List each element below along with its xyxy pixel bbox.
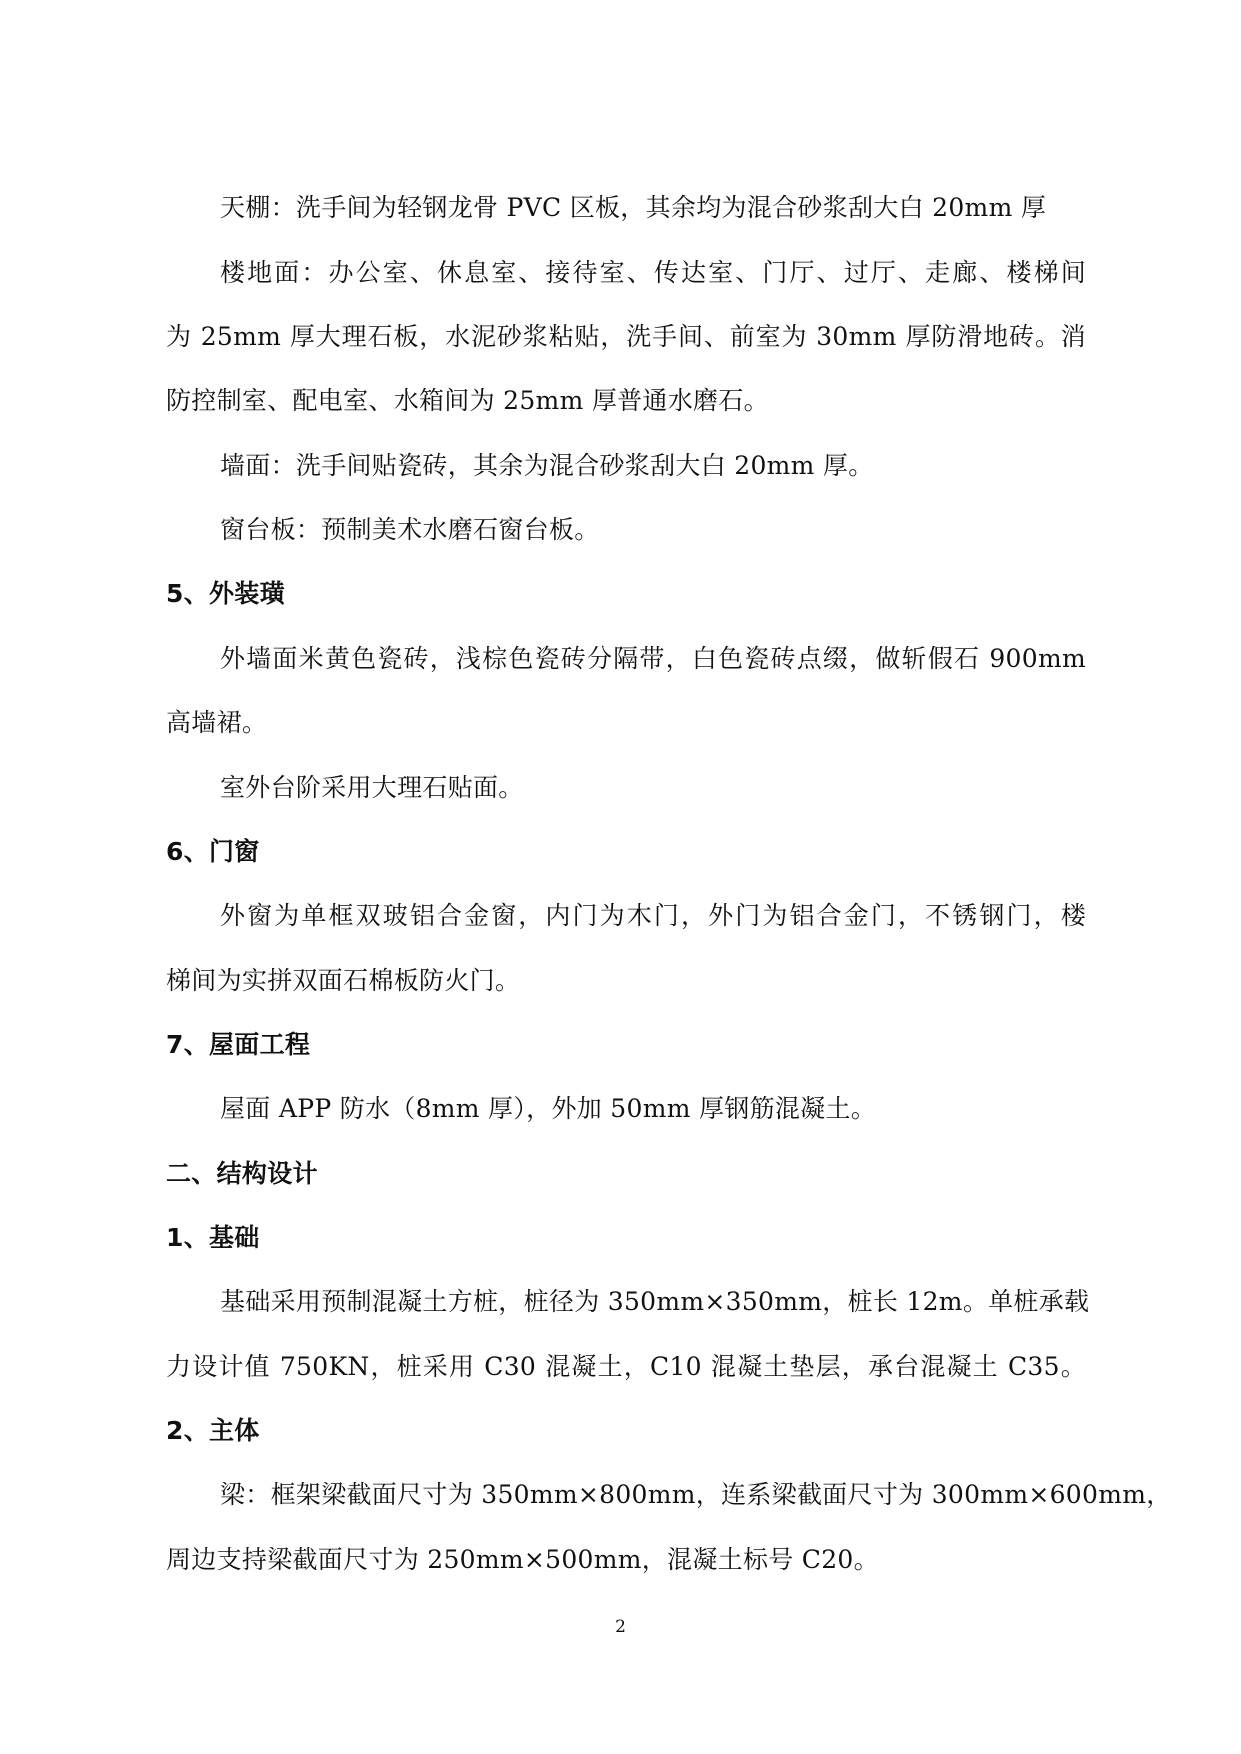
paragraph-exterior-wall-line-2: 高墙裙。	[166, 708, 268, 737]
heading-main-structure: 2、主体	[166, 1416, 260, 1445]
paragraph-windows-line-2: 梯间为实拼双面石棉板防火门。	[166, 966, 521, 995]
paragraph-exterior-wall-line-1: 外墙面米黄色瓷砖，浅棕色瓷砖分隔带，白色瓷砖点缀，做斩假石 900mm	[220, 644, 1086, 673]
heading-exterior-decoration: 5、外装璜	[166, 579, 285, 608]
heading-foundation: 1、基础	[166, 1223, 260, 1252]
paragraph-foundation-line-1: 基础采用预制混凝土方桩，桩径为 350mm×350mm，桩长 12m。单桩承载	[220, 1287, 1090, 1316]
paragraph-foundation-line-2: 力设计值 750KN，桩采用 C30 混凝土，C10 混凝土垫层，承台混凝土 C35。	[166, 1352, 1086, 1381]
paragraph-window-sill: 窗台板：预制美术水磨石窗台板。	[220, 515, 600, 544]
heading-doors-windows: 6、门窗	[166, 837, 260, 866]
page-number: 2	[615, 1617, 626, 1637]
paragraph-floor-line-2: 为 25mm 厚大理石板，水泥砂浆粘贴，洗手间、前室为 30mm 厚防滑地砖。消	[166, 322, 1086, 351]
paragraph-windows-line-1: 外窗为单框双玻铝合金窗，内门为木门，外门为铝合金门，不锈钢门，楼	[220, 901, 1086, 930]
paragraph-roof: 屋面 APP 防水（8mm 厚），外加 50mm 厚钢筋混凝土。	[220, 1094, 877, 1123]
paragraph-ceiling: 天棚：洗手间为轻钢龙骨 PVC 区板，其余均为混合砂浆刮大白 20mm 厚	[220, 193, 1047, 222]
paragraph-outdoor-steps: 室外台阶采用大理石贴面。	[220, 773, 524, 802]
paragraph-floor-line-3: 防控制室、配电室、水箱间为 25mm 厚普通水磨石。	[166, 386, 769, 415]
heading-roof-works: 7、屋面工程	[166, 1030, 311, 1059]
heading-structural-design: 二、结构设计	[166, 1159, 318, 1188]
paragraph-beams-line-1: 梁：框架梁截面尺寸为 350mm×800mm，连系梁截面尺寸为 300mm×600mm，	[220, 1480, 1172, 1509]
paragraph-floor-line-1: 楼地面：办公室、休息室、接待室、传达室、门厅、过厅、走廊、楼梯间	[220, 258, 1086, 287]
paragraph-wall: 墙面：洗手间贴瓷砖，其余为混合砂浆刮大白 20mm 厚。	[220, 451, 874, 480]
paragraph-beams-line-2: 周边支持梁截面尺寸为 250mm×500mm，混凝土标号 C20。	[166, 1545, 879, 1574]
